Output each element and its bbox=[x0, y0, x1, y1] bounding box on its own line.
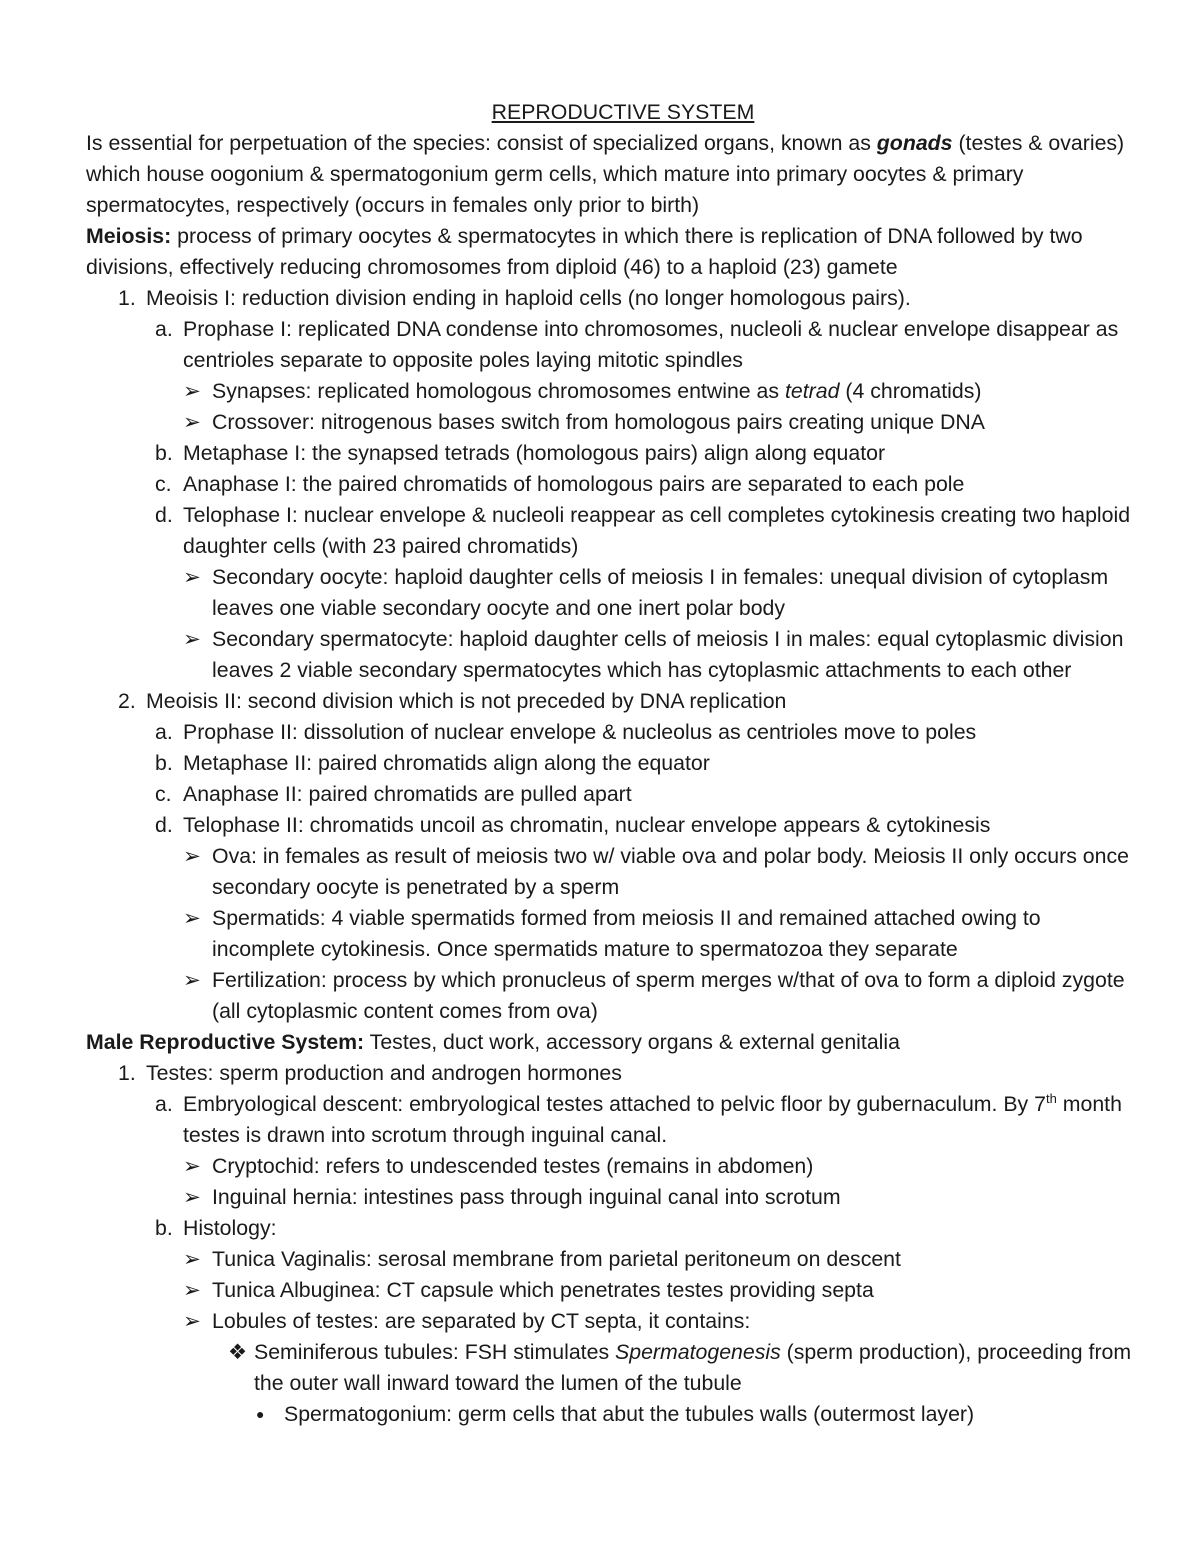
male-system-label: Male Reproductive System: bbox=[86, 1030, 365, 1054]
list-item: ➢ Tunica Albuginea: CT capsule which penetrates testes providing septa bbox=[86, 1275, 1140, 1306]
list-item: ➢ Synapses: replicated homologous chromosomes entwine as tetrad (4 chromatids) bbox=[86, 376, 1140, 407]
list-item: ● Spermatogonium: germ cells that abut the tubules walls (outermost layer) bbox=[86, 1399, 1140, 1430]
list-item: ➢ Ova: in females as result of meiosis two w/ viable ova and polar body. Meiosis II only occurs once secondary oocyte is penetrated by a sperm bbox=[86, 841, 1140, 903]
list-item: d. Telophase II: chromatids uncoil as chromatin, nuclear envelope appears & cytokinesis bbox=[155, 813, 991, 837]
list-item: 1. Testes: sperm production and androgen hormones bbox=[118, 1061, 622, 1085]
list-item: c. Anaphase I: the paired chromatids of homologous pairs are separated to each pole bbox=[155, 472, 965, 496]
list-item: ➢ Crossover: nitrogenous bases switch from homologous pairs creating unique DNA bbox=[86, 407, 1140, 438]
diamond-bullet-icon: ❖ bbox=[228, 1340, 248, 1364]
arrow-bullet-icon: ➢ bbox=[183, 1185, 201, 1209]
list-item: ➢ Secondary spermatocyte: haploid daughter cells of meiosis I in males: equal cytoplasmic division leaves 2 viable secondary spermatocytes which has cytoplasmic attachments to each other bbox=[86, 624, 1140, 686]
list-item: c. Anaphase II: paired chromatids are pulled apart bbox=[155, 782, 632, 806]
arrow-bullet-icon: ➢ bbox=[183, 906, 201, 930]
male-system-paragraph: Male Reproductive System: Testes, duct work, accessory organs & external genitalia bbox=[86, 1030, 900, 1054]
list-item: ➢ Tunica Vaginalis: serosal membrane from parietal peritoneum on descent bbox=[86, 1244, 1140, 1275]
arrow-bullet-icon: ➢ bbox=[183, 1309, 201, 1333]
dot-bullet-icon: ● bbox=[256, 1406, 265, 1422]
list-item: b. Metaphase II: paired chromatids align along the equator bbox=[155, 751, 710, 775]
page-title: REPRODUCTIVE SYSTEM bbox=[491, 100, 755, 124]
list-item: a. Prophase I: replicated DNA condense into chromosomes, nucleoli & nuclear envelope disappear as centrioles separate to opposite poles laying mitotic spindles bbox=[155, 317, 1119, 372]
list-item: 1. Meoisis I: reduction division ending in haploid cells (no longer homologous pairs). bbox=[118, 286, 911, 310]
list-item: a. Prophase II: dissolution of nuclear envelope & nucleolus as centrioles move to poles bbox=[155, 720, 977, 744]
list-item: ➢ Fertilization: process by which pronucleus of sperm merges w/that of ova to form a diploid zygote (all cytoplasmic content comes from ova) bbox=[86, 965, 1140, 1027]
list-item: d. Telophase I: nuclear envelope & nucleoli reappear as cell completes cytokinesis creating two haploid daughter cells (with 23 paired chromatids) bbox=[155, 503, 1131, 558]
arrow-bullet-icon: ➢ bbox=[183, 410, 201, 434]
list-item: ❖ Seminiferous tubules: FSH stimulates Spermatogenesis (sperm production), proceeding from the outer wall inward toward the lumen of the tubule bbox=[86, 1337, 1140, 1399]
list-item: ➢ Spermatids: 4 viable spermatids formed from meiosis II and remained attached owing to incomplete cytokinesis. Once spermatids mature to spermatozoa they separate bbox=[86, 903, 1140, 965]
gonads-term: gonads bbox=[876, 131, 953, 155]
intro-paragraph: Is essential for perpetuation of the species: consist of specialized organs, known as gonads (testes & ovaries) which house oogonium & spermatogonium germ cells, which mature into primary oocytes & primary spermatocytes, respectively (occurs in females only prior to birth) bbox=[86, 131, 1125, 217]
arrow-bullet-icon: ➢ bbox=[183, 379, 201, 403]
list-item: ➢ Lobules of testes: are separated by CT septa, it contains: bbox=[86, 1306, 1140, 1337]
meiosis-label: Meiosis: bbox=[86, 224, 172, 248]
arrow-bullet-icon: ➢ bbox=[183, 627, 201, 651]
list-item: b. Histology: bbox=[155, 1216, 277, 1240]
arrow-bullet-icon: ➢ bbox=[183, 1154, 201, 1178]
list-item: 2. Meoisis II: second division which is not preceded by DNA replication bbox=[118, 689, 787, 713]
list-item: ➢ Cryptochid: refers to undescended testes (remains in abdomen) bbox=[86, 1151, 1140, 1182]
arrow-bullet-icon: ➢ bbox=[183, 1278, 201, 1302]
list-item: ➢ Secondary oocyte: haploid daughter cells of meiosis I in females: unequal division of cytoplasm leaves one viable secondary oocyte and one inert polar body bbox=[86, 562, 1140, 624]
arrow-bullet-icon: ➢ bbox=[183, 1247, 201, 1271]
list-item: ➢ Inguinal hernia: intestines pass through inguinal canal into scrotum bbox=[86, 1182, 1140, 1213]
arrow-bullet-icon: ➢ bbox=[183, 844, 201, 868]
meiosis-paragraph: Meiosis: process of primary oocytes & spermatocytes in which there is replication of DNA followed by two divisions, effectively reducing chromosomes from diploid (46) to a haploid (23) gamete bbox=[86, 224, 1083, 279]
list-item: b. Metaphase I: the synapsed tetrads (homologous pairs) align along equator bbox=[155, 441, 886, 465]
arrow-bullet-icon: ➢ bbox=[183, 565, 201, 589]
arrow-bullet-icon: ➢ bbox=[183, 968, 201, 992]
list-item: a. Embryological descent: embryological testes attached to pelvic floor by gubernaculum. By 7th month testes is drawn into scrotum through inguinal canal. bbox=[155, 1091, 1122, 1147]
